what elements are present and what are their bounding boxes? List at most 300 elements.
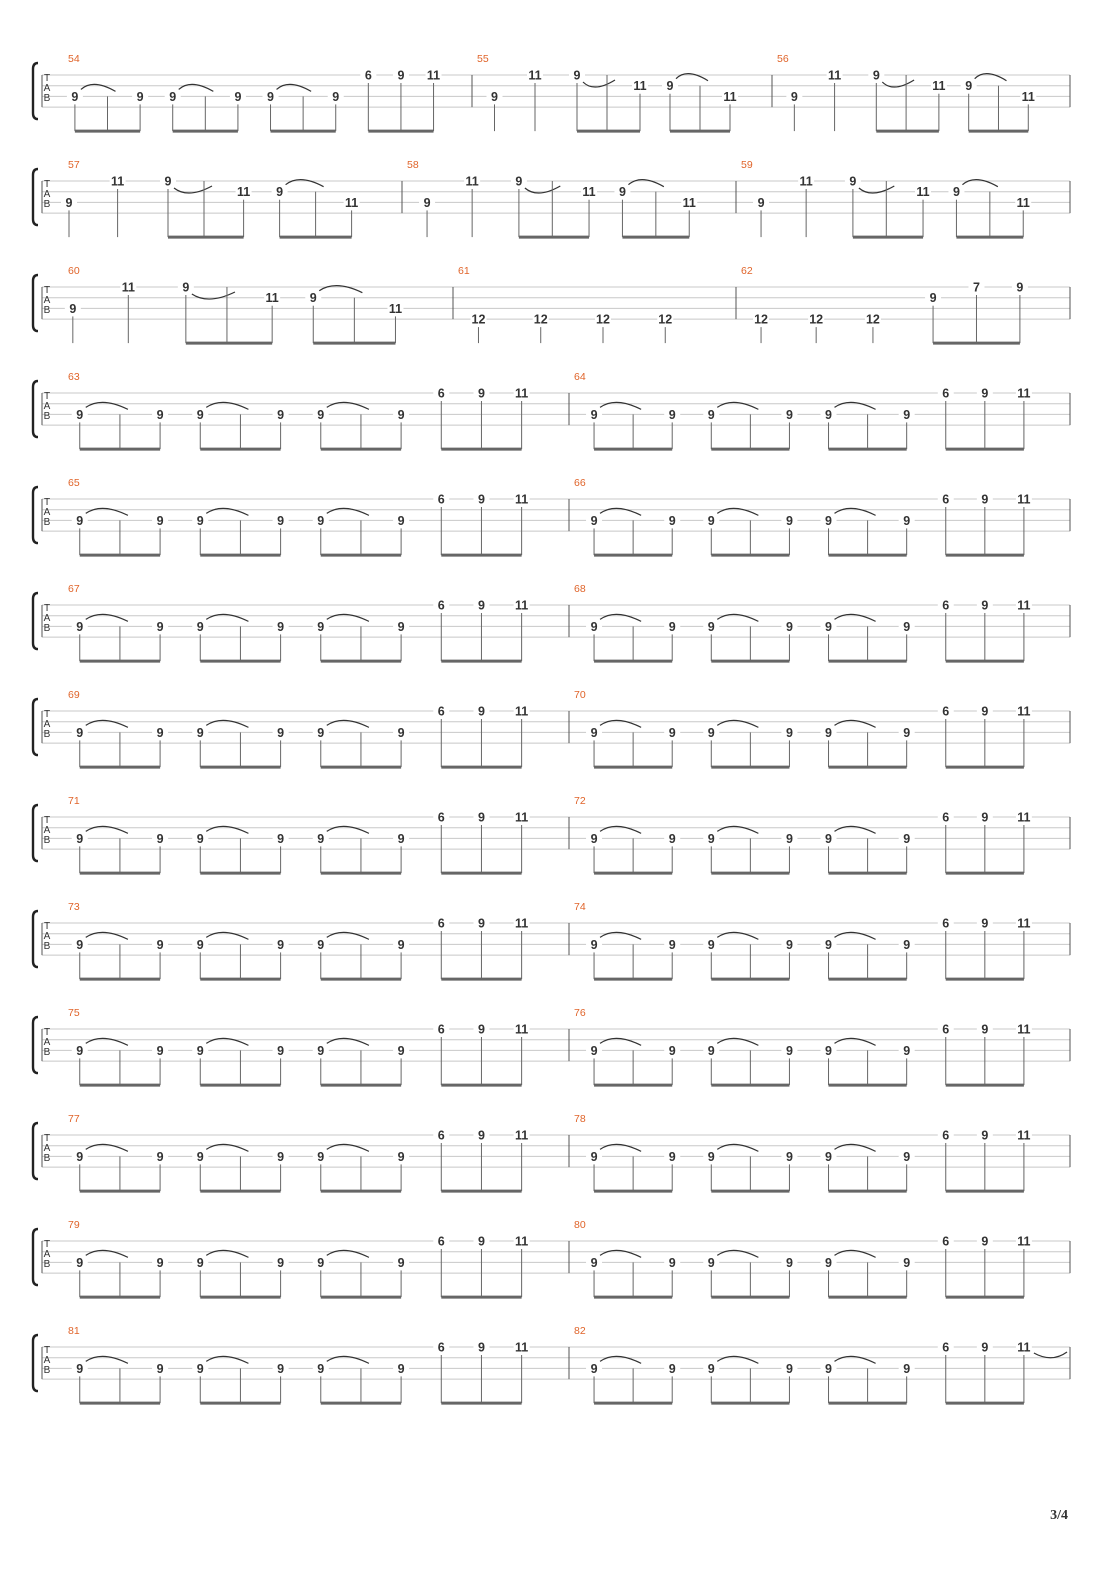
fret-number: 11 [582, 185, 596, 200]
fret-number: 11 [515, 810, 529, 825]
fret-number: 9 [477, 1128, 485, 1143]
fret-number: 9 [76, 619, 84, 634]
fret-number: 9 [981, 1234, 989, 1249]
fret-number: 9 [477, 492, 485, 507]
fret-number: 9 [156, 407, 164, 422]
fret-number: 9 [69, 301, 77, 316]
measure-81 [68, 1325, 530, 1403]
measure-number: 55 [477, 53, 489, 65]
fret-number: 11 [265, 291, 279, 306]
fret-number: 9 [277, 1043, 285, 1058]
fret-number: 9 [668, 407, 676, 422]
fret-number: 11 [528, 68, 542, 83]
fret-number: 9 [397, 1043, 405, 1058]
measure-64 [574, 371, 1032, 449]
fret-number: 9 [156, 619, 164, 634]
page-number: 3/4 [1050, 1508, 1068, 1523]
fret-number: 9 [397, 937, 405, 952]
measure-67 [68, 583, 530, 661]
tab-system [33, 795, 1070, 873]
fret-number: 9 [317, 407, 325, 422]
fret-number: 9 [825, 1043, 832, 1058]
fret-number: 9 [707, 725, 715, 740]
fret-number: 9 [317, 1255, 325, 1270]
measure-number: 60 [68, 265, 80, 277]
tab-system [33, 159, 1070, 237]
tab-clef-letter: B [43, 729, 51, 740]
system-bracket [33, 1335, 38, 1391]
fret-number: 9 [668, 1043, 676, 1058]
system-bracket [33, 275, 38, 331]
fret-number: 9 [196, 619, 204, 634]
fret-number: 9 [981, 810, 989, 825]
fret-number: 11 [723, 89, 737, 104]
fret-number: 9 [785, 937, 793, 952]
system-bracket [33, 911, 38, 967]
fret-number: 9 [903, 619, 911, 634]
fret-number: 9 [590, 1043, 598, 1058]
fret-number: 11 [1017, 1022, 1031, 1037]
fret-number: 9 [477, 1022, 485, 1037]
measure-65 [68, 477, 530, 555]
system-bracket [33, 1229, 38, 1285]
fret-number: 9 [903, 831, 911, 846]
measure-54 [67, 53, 442, 131]
measure-number: 56 [777, 53, 789, 65]
fret-number: 9 [785, 1043, 793, 1058]
tab-system [33, 1113, 1070, 1191]
fret-number: 9 [668, 725, 676, 740]
fret-number: 9 [707, 1361, 715, 1376]
fret-number: 6 [437, 598, 445, 613]
fret-number: 9 [156, 937, 164, 952]
fret-number: 9 [196, 1149, 204, 1164]
fret-number: 6 [437, 810, 445, 825]
measure-number: 58 [407, 159, 419, 171]
tab-clef-letter: A [43, 189, 51, 200]
tab-clef-letter: B [43, 941, 51, 952]
fret-number: 9 [952, 185, 960, 200]
fret-number: 9 [397, 831, 405, 846]
system-bracket [33, 699, 38, 755]
fret-number: 11 [799, 174, 813, 189]
fret-number: 9 [790, 89, 798, 104]
fret-number: 9 [267, 89, 275, 104]
fret-number: 9 [825, 407, 832, 422]
tab-system [33, 583, 1070, 661]
fret-number: 9 [156, 725, 164, 740]
fret-number: 11 [1017, 704, 1031, 719]
fret-number: 11 [236, 185, 251, 200]
tab-clef-letter: A [43, 401, 51, 412]
fret-number: 9 [423, 195, 431, 210]
measure-number: 66 [574, 477, 586, 489]
tab-clef-letter: T [43, 179, 51, 190]
fret-number: 11 [515, 1340, 529, 1355]
tab-clef-letter: T [43, 1133, 51, 1144]
measure-72 [574, 795, 1032, 873]
fret-number: 9 [196, 1043, 204, 1058]
fret-number: 9 [76, 1361, 84, 1376]
system-bracket [33, 1017, 38, 1073]
fret-number: 9 [903, 1361, 911, 1376]
measure-number: 81 [68, 1325, 80, 1337]
fret-number: 9 [903, 407, 911, 422]
fret-number: 9 [825, 831, 832, 846]
fret-number: 9 [196, 513, 204, 528]
fret-number: 6 [437, 1022, 445, 1037]
fret-number: 9 [668, 619, 676, 634]
fret-number: 6 [942, 1340, 950, 1355]
measure-number: 57 [68, 159, 80, 171]
fret-number: 11 [515, 1022, 529, 1037]
measure-number: 79 [68, 1219, 80, 1231]
fret-number: 9 [164, 174, 172, 189]
fret-number: 9 [903, 1255, 911, 1270]
tab-clef-letter: B [43, 623, 51, 634]
fret-number: 9 [196, 937, 204, 952]
fret-number: 9 [477, 916, 485, 931]
measure-number: 54 [68, 53, 80, 65]
tab-clef-letter: B [43, 1153, 51, 1164]
fret-number: 9 [76, 407, 84, 422]
fret-number: 12 [596, 312, 610, 327]
fret-number: 9 [397, 725, 405, 740]
fret-number: 9 [590, 407, 598, 422]
fret-number: 9 [317, 619, 325, 634]
measure-number: 67 [68, 583, 80, 595]
fret-number: 9 [981, 386, 989, 401]
measure-number: 61 [458, 265, 470, 277]
fret-number: 9 [590, 619, 598, 634]
tab-clef-letter: A [43, 613, 51, 624]
fret-number: 9 [397, 619, 405, 634]
fret-number: 9 [156, 513, 164, 528]
fret-number: 6 [437, 1340, 445, 1355]
fret-number: 6 [942, 1234, 950, 1249]
measure-number: 70 [574, 689, 586, 701]
tab-system [33, 901, 1070, 979]
fret-number: 9 [590, 1361, 598, 1376]
measure-77 [68, 1113, 530, 1191]
tab-system [33, 53, 1070, 131]
fret-number: 11 [1017, 916, 1031, 931]
fret-number: 9 [981, 598, 989, 613]
fret-number: 9 [277, 937, 285, 952]
fret-number: 9 [668, 1255, 676, 1270]
tab-clef-letter: T [43, 815, 51, 826]
fret-number: 6 [437, 1234, 445, 1249]
fret-number: 9 [903, 937, 911, 952]
fret-number: 9 [196, 1255, 204, 1270]
fret-number: 9 [872, 68, 880, 83]
fret-number: 9 [477, 1340, 485, 1355]
fret-number: 9 [785, 513, 793, 528]
measure-number: 76 [574, 1007, 586, 1019]
measure-number: 64 [574, 371, 586, 383]
fret-number: 11 [633, 79, 647, 94]
fret-number: 9 [277, 1361, 285, 1376]
fret-number: 9 [277, 1149, 285, 1164]
tab-clef-letter: T [43, 603, 51, 614]
fret-number: 11 [1017, 1340, 1031, 1355]
fret-number: 6 [942, 1128, 950, 1143]
tab-clef-letter: T [43, 1027, 51, 1038]
fret-number: 9 [277, 619, 285, 634]
fret-number: 9 [590, 1255, 598, 1270]
tab-clef-letter: T [43, 1345, 51, 1356]
fret-number: 9 [590, 937, 598, 952]
fret-number: 11 [515, 916, 529, 931]
measure-number: 73 [68, 901, 80, 913]
measure-80 [574, 1219, 1032, 1297]
measure-number: 78 [574, 1113, 586, 1125]
tab-clef-letter: A [43, 1143, 51, 1154]
fret-number: 6 [942, 810, 950, 825]
fret-number: 9 [76, 1255, 84, 1270]
fret-number: 9 [277, 407, 285, 422]
fret-number: 9 [515, 174, 523, 189]
measure-number: 69 [68, 689, 80, 701]
fret-number: 9 [156, 1149, 164, 1164]
fret-number: 9 [156, 1255, 164, 1270]
fret-number: 11 [465, 174, 479, 189]
fret-number: 11 [515, 1128, 529, 1143]
measure-61 [458, 265, 673, 343]
tab-system [33, 689, 1070, 767]
tab-clef-letter: A [43, 719, 51, 730]
fret-number: 11 [1017, 598, 1031, 613]
fret-number: 9 [825, 1149, 832, 1164]
fret-number: 9 [317, 831, 325, 846]
fret-number: 11 [682, 195, 696, 210]
fret-number: 9 [196, 831, 204, 846]
tab-clef-letter: B [43, 517, 51, 528]
tab-clef-letter: T [43, 391, 51, 402]
fret-number: 9 [76, 1149, 84, 1164]
fret-number: 9 [757, 195, 765, 210]
fret-number: 9 [397, 513, 405, 528]
fret-number: 9 [590, 831, 598, 846]
fret-number: 9 [981, 492, 989, 507]
tab-clef-letter: T [43, 285, 51, 296]
fret-number: 9 [76, 937, 84, 952]
system-bracket [33, 63, 38, 119]
fret-number: 9 [477, 810, 485, 825]
tab-clef-letter: B [43, 1365, 51, 1376]
fret-number: 9 [317, 1149, 325, 1164]
fret-number: 11 [344, 195, 359, 210]
fret-number: 11 [932, 79, 946, 94]
fret-number: 9 [1016, 280, 1024, 295]
fret-number: 9 [903, 513, 911, 528]
fret-number: 7 [973, 280, 980, 295]
tab-clef-letter: B [43, 93, 51, 104]
fret-number: 9 [903, 725, 911, 740]
measure-56 [777, 53, 1036, 131]
fret-number: 9 [707, 1255, 715, 1270]
fret-number: 12 [754, 312, 769, 327]
measure-57 [61, 159, 360, 237]
tab-clef-letter: A [43, 1037, 51, 1048]
fret-number: 9 [590, 513, 598, 528]
fret-number: 9 [929, 291, 937, 306]
fret-number: 9 [136, 89, 144, 104]
tab-clef-letter: B [43, 411, 51, 422]
fret-number: 6 [437, 492, 445, 507]
fret-number: 9 [332, 89, 340, 104]
measure-74 [574, 901, 1032, 979]
measure-62 [741, 265, 1028, 343]
tab-clef-letter: T [43, 709, 51, 720]
fret-number: 6 [437, 1128, 445, 1143]
fret-number: 9 [397, 68, 405, 83]
fret-number: 9 [707, 831, 715, 846]
fret-number: 9 [785, 1255, 793, 1270]
fret-number: 11 [916, 185, 930, 200]
fret-number: 9 [397, 1361, 405, 1376]
fret-number: 9 [277, 1255, 285, 1270]
system-bracket [33, 1123, 38, 1179]
fret-number: 9 [397, 1149, 405, 1164]
fret-number: 11 [121, 280, 135, 295]
fret-number: 9 [825, 725, 832, 740]
fret-number: 9 [196, 725, 204, 740]
measure-number: 75 [68, 1007, 80, 1019]
fret-number: 11 [1017, 1128, 1031, 1143]
measure-63 [68, 371, 530, 449]
fret-number: 9 [981, 704, 989, 719]
fret-number: 9 [668, 1361, 676, 1376]
fret-number: 9 [707, 1149, 715, 1164]
fret-number: 9 [825, 619, 832, 634]
fret-number: 9 [317, 1043, 325, 1058]
fret-number: 9 [707, 407, 715, 422]
fret-number: 11 [515, 1234, 529, 1249]
fret-number: 6 [942, 492, 950, 507]
fret-number: 9 [276, 185, 284, 200]
fret-number: 9 [309, 291, 317, 306]
measure-66 [574, 477, 1032, 555]
fret-number: 6 [942, 704, 950, 719]
fret-number: 12 [533, 312, 548, 327]
tab-clef-letter: A [43, 83, 51, 94]
tab-system [33, 1219, 1070, 1297]
fret-number: 9 [76, 831, 84, 846]
measure-number: 77 [68, 1113, 80, 1125]
fret-number: 6 [437, 704, 445, 719]
fret-number: 9 [477, 704, 485, 719]
tab-clef-letter: A [43, 825, 51, 836]
measure-82 [574, 1325, 1067, 1403]
fret-number: 11 [1016, 195, 1030, 210]
fret-number: 11 [1017, 492, 1031, 507]
measure-number: 82 [574, 1325, 586, 1337]
fret-number: 9 [668, 1149, 676, 1164]
fret-number: 9 [785, 619, 793, 634]
measure-number: 59 [741, 159, 753, 171]
fret-number: 9 [477, 598, 485, 613]
fret-number: 9 [785, 725, 793, 740]
fret-number: 9 [707, 513, 715, 528]
fret-number: 9 [903, 1149, 911, 1164]
fret-number: 9 [477, 1234, 485, 1249]
tab-system [33, 477, 1070, 555]
measure-number: 72 [574, 795, 586, 807]
fret-number: 9 [76, 513, 84, 528]
fret-number: 9 [825, 1255, 832, 1270]
measure-number: 65 [68, 477, 80, 489]
fret-number: 9 [317, 725, 325, 740]
fret-number: 6 [364, 68, 372, 83]
fret-number: 9 [477, 386, 485, 401]
tie-arc [1034, 1352, 1067, 1358]
fret-number: 9 [156, 1361, 164, 1376]
fret-number: 9 [849, 174, 857, 189]
measure-number: 68 [574, 583, 586, 595]
measure-70 [574, 689, 1032, 767]
fret-number: 9 [785, 1149, 793, 1164]
measure-60 [65, 265, 404, 343]
fret-number: 9 [668, 937, 676, 952]
system-bracket [33, 593, 38, 649]
fret-number: 9 [981, 1128, 989, 1143]
fret-number: 9 [65, 195, 73, 210]
tab-system [33, 1007, 1070, 1085]
measure-number: 63 [68, 371, 80, 383]
fret-number: 6 [437, 386, 445, 401]
fret-number: 11 [515, 492, 529, 507]
fret-number: 11 [426, 68, 441, 83]
fret-number: 9 [277, 725, 285, 740]
tab-clef-letter: A [43, 1355, 51, 1366]
fret-number: 6 [942, 916, 950, 931]
tab-clef-letter: B [43, 1047, 51, 1058]
tab-clef-letter: T [43, 1239, 51, 1250]
fret-number: 9 [573, 68, 581, 83]
tab-clef-letter: A [43, 295, 51, 306]
fret-number: 11 [827, 68, 842, 83]
fret-number: 9 [981, 1022, 989, 1037]
fret-number: 9 [397, 407, 405, 422]
measure-73 [68, 901, 530, 979]
fret-number: 12 [809, 312, 824, 327]
measure-number: 71 [68, 795, 80, 807]
fret-number: 9 [668, 831, 676, 846]
fret-number: 9 [169, 89, 177, 104]
tab-clef-letter: B [43, 1259, 51, 1270]
fret-number: 9 [707, 1043, 715, 1058]
fret-number: 9 [825, 1361, 832, 1376]
fret-number: 9 [156, 831, 164, 846]
measure-75 [68, 1007, 530, 1085]
fret-number: 9 [590, 725, 598, 740]
tab-clef-letter: T [43, 73, 51, 84]
tab-clef-letter: A [43, 507, 51, 518]
fret-number: 9 [71, 89, 79, 104]
fret-number: 11 [515, 386, 529, 401]
system-bracket [33, 487, 38, 543]
fret-number: 11 [515, 704, 529, 719]
tab-system [33, 265, 1070, 343]
fret-number: 11 [1017, 1234, 1031, 1249]
measure-55 [477, 53, 738, 131]
fret-number: 11 [515, 598, 529, 613]
tab-clef-letter: B [43, 305, 51, 316]
measure-58 [407, 159, 697, 237]
fret-number: 6 [437, 916, 445, 931]
system-bracket [33, 381, 38, 437]
